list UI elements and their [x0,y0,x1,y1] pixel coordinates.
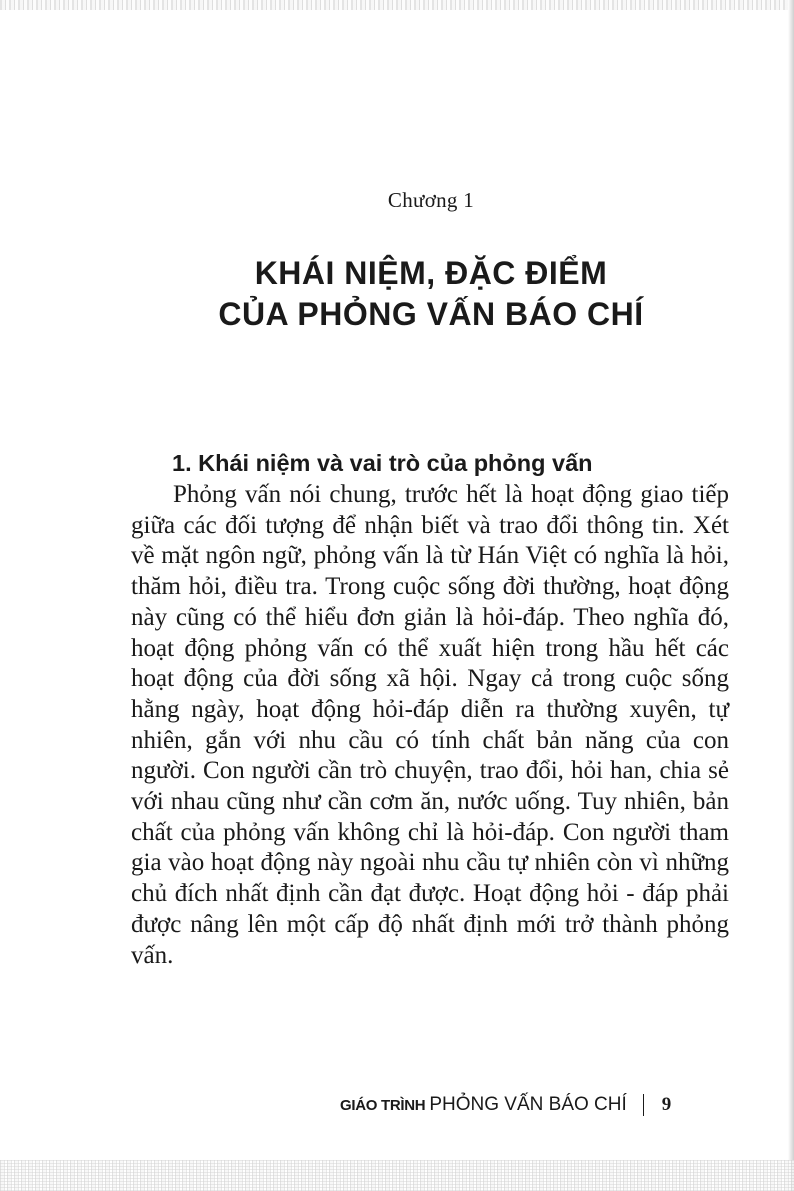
scan-noise-top [0,0,794,10]
section-heading: 1. Khái niệm và vai trò của phỏng vấn [172,450,593,476]
scan-noise-bottom [0,1160,794,1191]
chapter-title-line-2: CỦA PHỎNG VẤN BÁO CHÍ [218,296,644,332]
chapter-label: Chương 1 [387,188,475,212]
body-paragraph: Phỏng vấn nói chung, trước hết là hoạt động giao tiếp giữa các đối tượng để nhận biết và trao đổi thông tin. Xét về mặt ngôn ngữ, phỏng vấn là từ Hán Việt có nghĩa là hỏi, thăm hỏi, điều tra. Trong cuộc sống đời thường, hoạt động này cũng có thể hiểu đơn giản là hỏi-đáp. Theo nghĩa đó, hoạt động phỏng vấn có thể xuất hiện trong hầu hết các hoạt động của đời sống xã hội. Ngay cả trong cuộc sống hằng ngày, hoạt động hỏi-đáp diễn ra thường xuyên, tự nhiên, gắn với nhu cầu có tính chất bản năng của con người. Con người cần trò chuyện, trao đổi, hỏi han, chia sẻ với nhau cũng như cần cơm ăn, nước uống. Tuy nhiên, bản chất của phỏng vấn không chỉ là hỏi-đáp. Con người tham gia vào hoạt động này ngoài nhu cầu tự nhiên còn vì những chủ đích nhất định cần đạt được. Hoạt động hỏi - đáp phải được nâng lên một cấp độ nhất định mới trở thành phỏng vấn. [131,481,729,969]
footer-series-label: GIÁO TRÌNH [340,1096,426,1114]
page-footer [340,1092,671,1118]
footer-book-title: PHỎNG VẤN BÁO CHÍ [429,1094,627,1115]
chapter-title [0,253,794,335]
chapter-title-line-1: KHÁI NIỆM, ĐẶC ĐIỂM [254,255,608,291]
page-number: 9 [661,1094,672,1115]
page-edge-shadow [788,0,794,1191]
footer-divider [643,1094,644,1116]
